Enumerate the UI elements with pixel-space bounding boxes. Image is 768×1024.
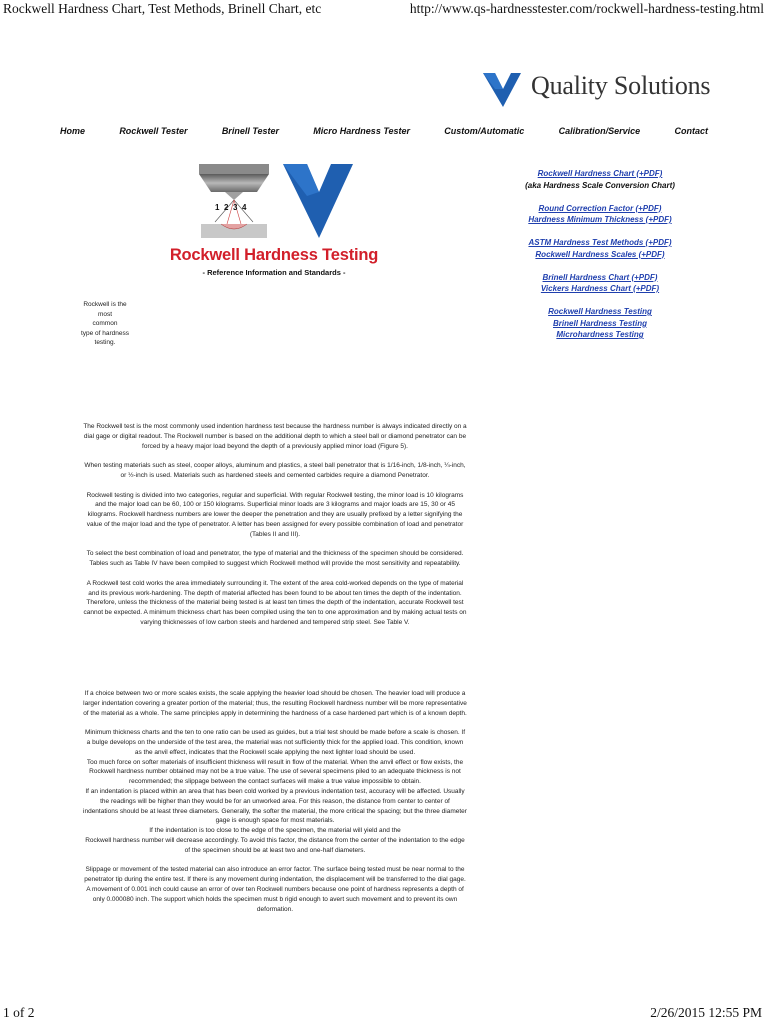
nav-brinell-tester[interactable]: Brinell Tester — [221, 126, 279, 136]
paragraph: If a choice between two or more scales exists, the scale applying the heavier load should be chosen. The heavier load will produce a larger indentation covering a greater portion of the material; thus, the resulting Rockwell hardness number will be more representative of the material as a whole. The same principles apply in determining the hardness of a case hardened part which is of a known depth. — [83, 690, 467, 717]
intro-text — [76, 300, 134, 348]
paragraph: A Rockwell test cold works the area immediately surrounding it. The extent of the area cold-worked depends on the type of material and its previous work-hardening. The depth of material affected has been found to be about ten times the depth of the indentation. Therefore, unless the thickness of the material being tested is at least ten times the depth of the indentation, accurate Rockwell test cannot be expected. A minimum thickness chart has been compiled using the ten to one approximation and by making actual tests on varying thicknesses of low carbon steels and hardened and tempered strip steel. See Table V. — [83, 579, 467, 626]
link-group-testing — [500, 306, 700, 341]
penetrator-shank — [199, 164, 269, 174]
link-group-correction — [500, 203, 700, 226]
paragraph: Too much force on softer materials of insufficient thickness will result in flow of the material. When the anvil effect or flow exists, the Rockwell hardness number obtained may not be a true value. The use of several specimens piled to an adequate thickness is not recommended; the slippage between the contact surfaces will make a true value impossible to obtain. — [86, 758, 464, 786]
paragraph: When testing materials such as steel, cooper alloys, aluminum and plastics, a steel ball penetrator that is 1/16-inch, 1/8-inch, ¼-inch, or ½-inch is used. Materials such as hardened steels and cemented carbides require a diamond Penetrator. — [84, 462, 466, 479]
print-datetime: 2/26/2015 12:55 PM — [650, 1005, 762, 1020]
penetrator-body — [199, 174, 269, 192]
link-microhardness-testing[interactable]: Microhardness Testing — [556, 330, 644, 339]
intro-line: testing. — [94, 339, 116, 346]
link-group-chart — [500, 168, 700, 191]
link-brinell-hardness-testing[interactable]: Brinell Hardness Testing — [553, 318, 647, 328]
print-footer — [0, 1002, 768, 1024]
logo-text: Quality Solutions — [531, 71, 711, 100]
link-rockwell-hardness-scales[interactable]: Rockwell Hardness Scales (+PDF) — [535, 249, 665, 259]
paragraph: If the indentation is too close to the edge of the specimen, the material will yield and the — [149, 827, 401, 835]
page-number: 1 of 2 — [3, 1005, 35, 1020]
check-mark-icon — [483, 67, 523, 107]
reference-links — [500, 168, 700, 352]
link-astm-hardness-test-methods[interactable]: ASTM Hardness Test Methods (+PDF) — [528, 238, 672, 247]
link-round-correction-factor[interactable]: Round Correction Factor (+PDF) — [538, 203, 662, 213]
link-rockwell-hardness-chart[interactable]: Rockwell Hardness Chart (+PDF) — [537, 169, 663, 178]
quality-solutions-logo[interactable] — [483, 67, 713, 107]
chart-aka-note: (aka Hardness Scale Conversion Chart) — [525, 180, 675, 190]
paragraph: Rockwell testing is divided into two categories, regular and superficial. With regular Rockwell testing, the minor load is 10 kilograms and the major load can be 60, 100 or 150 kilograms. Superficial minor loads are 3 kilograms and major loads are 15, 30 or 45 kilograms. Rockwell hardness numbers are lower the deeper the penetration and they are usually prefixed by a letter signifying the value of the major load and the type of penetrator. A letter has been assigned for every possible combination of load and penetrator (Tables II and III). — [86, 491, 464, 538]
hero-digit-3: 3 — [233, 203, 238, 212]
paragraph: Rockwell hardness number will decrease accordingly. To avoid this factor, the distance from the center of the indentation to the edge of the specimen should be at least two and one-half diameters. — [85, 836, 465, 854]
hero-digit-2: 2 — [224, 203, 229, 212]
intro-line: Rockwell is the most — [83, 301, 127, 318]
print-header — [0, 0, 768, 20]
page-title: Rockwell Hardness Testing — [169, 246, 379, 264]
page-subtitle: - Reference Information and Standards - — [202, 268, 346, 277]
penetrator-illustration — [195, 162, 355, 240]
hero-image — [195, 162, 355, 240]
nav-micro-hardness-tester[interactable]: Micro Hardness Tester — [313, 126, 410, 136]
hero-digit-1: 1 — [215, 203, 220, 212]
nav-rockwell-tester[interactable]: Rockwell Tester — [119, 126, 188, 136]
link-group-astm — [500, 237, 700, 260]
link-rockwell-hardness-testing[interactable]: Rockwell Hardness Testing — [548, 307, 652, 316]
hero-digit-4: 4 — [242, 203, 247, 212]
paragraph: The Rockwell test is the most commonly used indention hardness test because the hardness number is always indicated directly on a dial gage or digital readout. The Rockwell number is based on the additional depth to which a steel ball or diamond penetrator can be forced by a heavy major load beyond the depth of a previously applied minor load (Figure 5). — [83, 423, 467, 450]
link-vickers-hardness-chart[interactable]: Vickers Hardness Chart (+PDF) — [540, 284, 660, 293]
nav-calibration-service[interactable]: Calibration/Service — [558, 126, 641, 136]
intro-line: common — [92, 320, 118, 327]
paragraph: If an indentation is placed within an area that has been cold worked by a previous indentation test, accuracy will be affected. Usually the readings will be higher than they would be for an unworked area. For this reason, the distance from center to center of indentations should be at least three diameters. Generally, the softer the material, the more critical the spacing; but the three diameter gage is enough space for most materials. — [83, 787, 467, 825]
link-brinell-hardness-chart[interactable]: Brinell Hardness Chart (+PDF) — [542, 272, 658, 282]
link-hardness-minimum-thickness[interactable]: Hardness Minimum Thickness (+PDF) — [528, 215, 672, 224]
nav-contact[interactable]: Contact — [674, 126, 708, 136]
link-group-charts — [500, 272, 700, 295]
print-page-title: Rockwell Hardness Chart, Test Methods, Brinell Chart, etc — [3, 1, 322, 16]
body-section-1 — [83, 422, 467, 628]
intro-line: type of hardness — [80, 329, 130, 337]
nav-custom-automatic[interactable]: Custom/Automatic — [444, 126, 525, 136]
paragraph: Slippage or movement of the tested material can also introduce an error factor. The surface being tested must be near normal to the penetrator tip during the entire test. If there is any movement during indentation, the displacement will be transferred to the dial gage. A movement of 0.001 inch could cause an error of over ten Rockwell numbers because one point of hardness represents a depth of only 0.000080 inch. The support which holds the specimen must b rigid enough to avert such movement and to prevent its own deformation. — [84, 866, 466, 913]
main-navigation — [60, 126, 708, 142]
nav-home[interactable]: Home — [60, 126, 86, 136]
paragraph: Minimum thickness charts and the ten to one ratio can be used as guides, but a trial test should be made before a scale is chosen. If a bulge develops on the underside of the test area, the material was not sufficiently thick for the applied load. This condition, known as the anvil effect, indicates that the Rockwell scale applying the next lighter load should be used. — [84, 729, 466, 756]
print-page-url: http://www.qs-hardnesstester.com/rockwell-hardness-testing.html — [409, 1, 764, 16]
paragraph: To select the best combination of load and penetrator, the type of material and the thickness of the specimen should be considered. Tables such as Table IV have been compiled to suggest which Rockwell method will provide the most sensitivity and repeatability. — [86, 550, 464, 568]
body-section-2 — [83, 689, 467, 914]
